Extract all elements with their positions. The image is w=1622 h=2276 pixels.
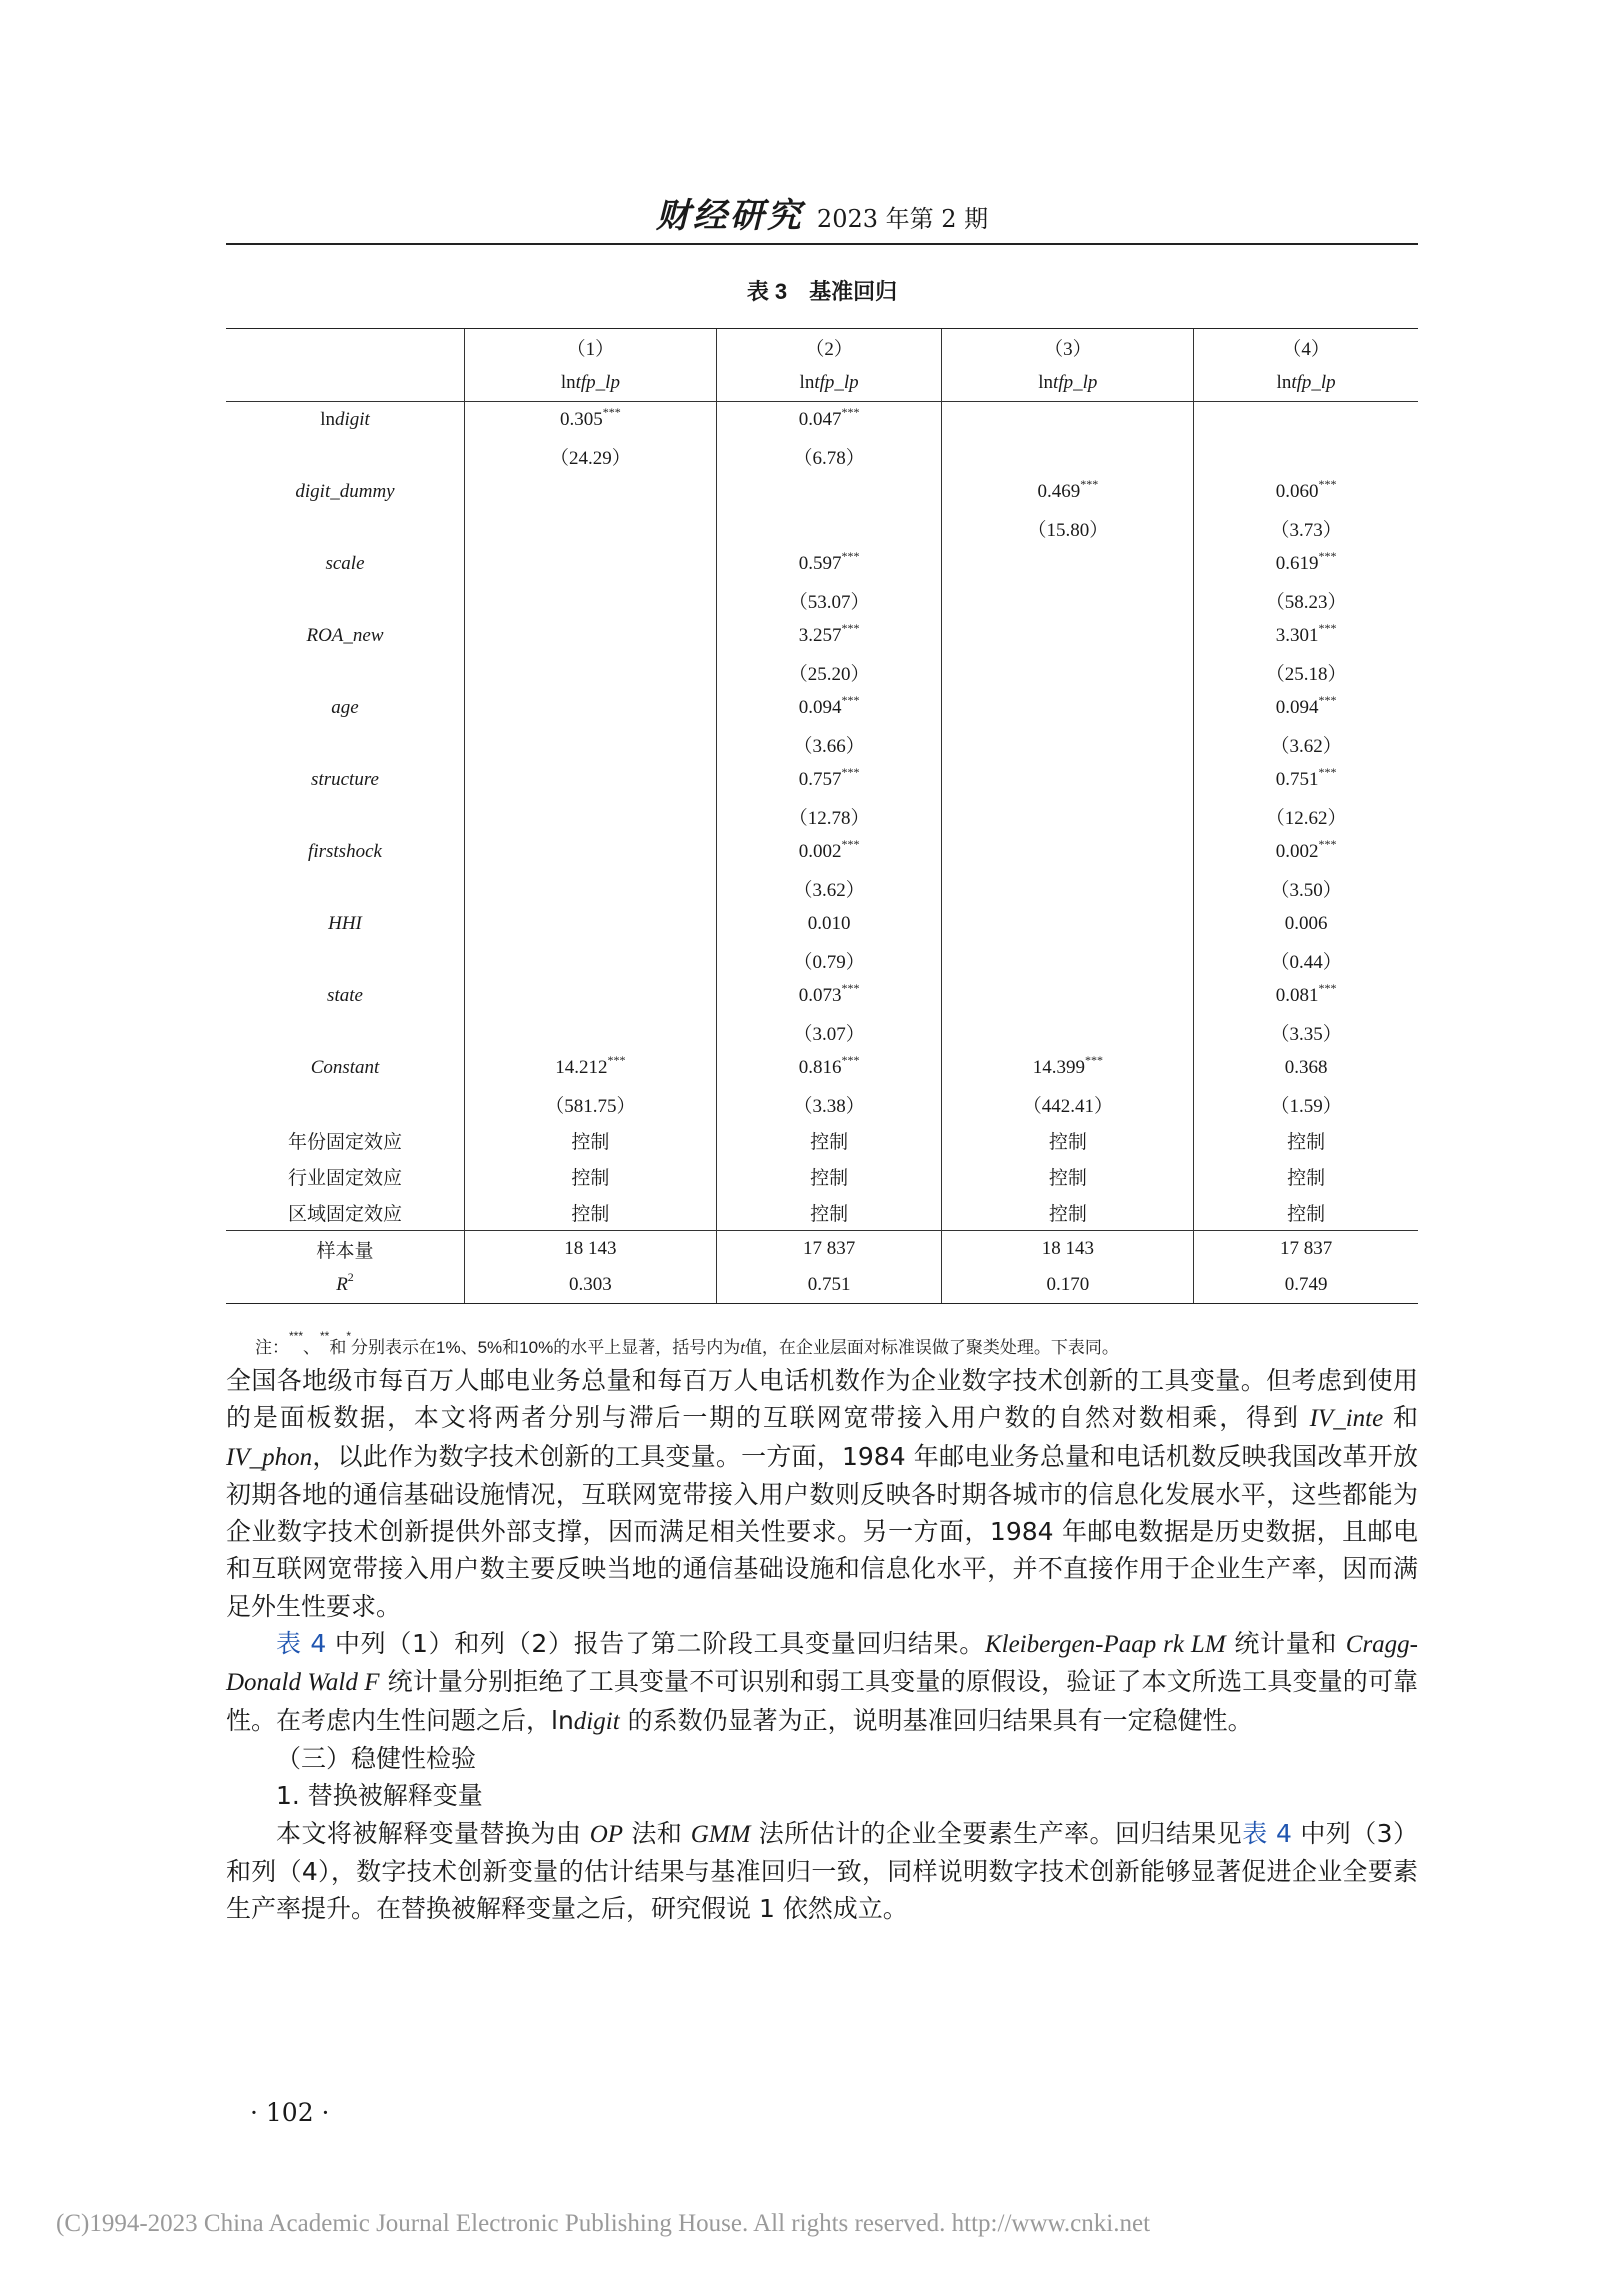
fe-cell: 控制 — [1194, 1194, 1418, 1231]
t-stat-cell: （3.35） — [1194, 1014, 1418, 1050]
coef-cell — [942, 546, 1194, 582]
var-label: digit_dummy — [295, 481, 395, 502]
t-stat-row — [226, 510, 1418, 546]
coef-row — [226, 906, 1418, 942]
coef-row — [226, 618, 1418, 654]
stat-row — [226, 1231, 1418, 1268]
coef-row — [226, 978, 1418, 1014]
fe-cell: 控制 — [465, 1122, 717, 1158]
t-stat-cell: （1.59） — [1194, 1086, 1418, 1122]
coef-cell: 0.368 — [1194, 1050, 1418, 1086]
t-stat-cell — [465, 510, 717, 546]
coef-cell — [465, 762, 717, 798]
coef-cell — [465, 618, 717, 654]
fe-cell: 控制 — [465, 1158, 717, 1194]
t-stat-row — [226, 870, 1418, 906]
coef-cell: 0.469*** — [942, 474, 1194, 510]
stat-cell: 17 837 — [1194, 1231, 1418, 1268]
coef-cell: 0.816*** — [716, 1050, 942, 1086]
stat-cell: 18 143 — [465, 1231, 717, 1268]
var-label: ROA_new — [306, 625, 384, 646]
fe-cell: 控制 — [942, 1158, 1194, 1194]
coef-cell — [465, 834, 717, 870]
stat-cell: 0.749 — [1194, 1267, 1418, 1304]
t-stat-cell — [942, 438, 1194, 474]
var-label: structure — [311, 769, 379, 790]
coef-cell: 0.094*** — [1194, 690, 1418, 726]
t-stat-cell: （3.50） — [1194, 870, 1418, 906]
coef-cell: 0.094*** — [716, 690, 942, 726]
t-stat-cell — [1194, 438, 1418, 474]
coef-row — [226, 834, 1418, 870]
issue-label: 2023 年第 2 期 — [816, 205, 989, 233]
coef-cell — [942, 834, 1194, 870]
coef-cell: 0.010 — [716, 906, 942, 942]
header-rule — [226, 243, 1418, 245]
coef-cell — [465, 978, 717, 1014]
fe-cell: 控制 — [1194, 1158, 1418, 1194]
coef-cell — [942, 762, 1194, 798]
fixed-effect-row — [226, 1194, 1418, 1231]
t-stat-cell — [942, 798, 1194, 834]
section-heading: （三）稳健性检验 — [276, 1743, 477, 1773]
t-stat-cell: （3.07） — [716, 1014, 942, 1050]
coef-row — [226, 546, 1418, 582]
t-stat-cell — [465, 870, 717, 906]
table4-link[interactable]: 表 4 — [1242, 1818, 1292, 1848]
paragraph-iv-2: 表 4 中列（1）和列（2）报告了第二阶段工具变量回归结果。Kleibergen-Paap rk LM 统计量和 Cragg-Donald Wald F 统计量分别拒绝了工具变量不可识别和弱工具变量的原假设，验证了本文所选工具变量的可靠性。在考虑内生性问题之后，lndigit 的系数仍显著为正，说明基准回归结果具有一定稳健性。 — [226, 1629, 1419, 1735]
t-stat-cell — [465, 942, 717, 978]
fe-cell: 控制 — [716, 1122, 942, 1158]
coef-cell: 0.081*** — [1194, 978, 1418, 1014]
var-label: age — [331, 697, 359, 718]
coef-cell: 3.257*** — [716, 618, 942, 654]
t-stat-row — [226, 1014, 1418, 1050]
t-stat-cell — [942, 654, 1194, 690]
t-stat-row — [226, 798, 1418, 834]
t-stat-cell: （12.62） — [1194, 798, 1418, 834]
stat-cell: 17 837 — [716, 1231, 942, 1268]
coef-cell: 0.002*** — [1194, 834, 1418, 870]
t-stat-cell: （24.29） — [465, 438, 717, 474]
stat-row — [226, 1267, 1418, 1304]
coef-cell — [465, 906, 717, 942]
fe-cell: 控制 — [942, 1122, 1194, 1158]
running-header — [226, 188, 1418, 237]
t-stat-row — [226, 582, 1418, 618]
dependent-var-row — [226, 365, 1418, 402]
fe-cell: 控制 — [716, 1194, 942, 1231]
t-stat-cell — [942, 726, 1194, 762]
coef-row — [226, 474, 1418, 510]
t-stat-cell — [465, 1014, 717, 1050]
var-label: Constant — [310, 1057, 380, 1078]
t-stat-cell — [465, 726, 717, 762]
t-stat-cell: （581.75） — [465, 1086, 717, 1122]
t-stat-cell: （58.23） — [1194, 582, 1418, 618]
t-stat-cell: （3.62） — [716, 870, 942, 906]
copyright-footer: (C)1994-2023 China Academic Journal Electronic Publishing House. All rights reserved. http://www.cnki.net — [56, 2210, 1151, 2237]
t-stat-cell — [942, 942, 1194, 978]
var-label: state — [327, 985, 363, 1006]
var-label: 年份固定效应 — [287, 1131, 402, 1153]
t-stat-cell — [465, 654, 717, 690]
table-title: 表 3 基准回归 — [746, 279, 898, 304]
t-stat-row — [226, 1086, 1418, 1122]
coef-cell: 14.399*** — [942, 1050, 1194, 1086]
coef-cell — [942, 906, 1194, 942]
t-stat-cell: （0.44） — [1194, 942, 1418, 978]
t-stat-cell — [942, 1014, 1194, 1050]
col-number: （1） — [465, 329, 717, 366]
coef-row — [226, 1050, 1418, 1086]
t-stat-cell: （3.62） — [1194, 726, 1418, 762]
stat-cell: 0.751 — [716, 1267, 942, 1304]
var-label: 区域固定效应 — [287, 1203, 402, 1225]
coef-cell: 0.751*** — [1194, 762, 1418, 798]
dependent-var: lntfp_lp — [716, 365, 942, 402]
fe-cell: 控制 — [465, 1194, 717, 1231]
coef-cell — [942, 978, 1194, 1014]
var-label: $R^2$ — [226, 1267, 465, 1304]
paragraph-robust: 本文将被解释变量替换为由 OP 法和 GMM 法所估计的企业全要素生产率。回归结果见表 4 中列（3）和列（4），数字技术创新变量的估计结果与基准回归一致，同样说明数字技术创新能够显著促进企业全要素生产率提升。在替换被解释变量之后，研究假说 1 依然成立。 — [226, 1818, 1418, 1924]
coef-cell: 0.073*** — [716, 978, 942, 1014]
t-stat-cell: （12.78） — [716, 798, 942, 834]
coef-cell: 0.305*** — [465, 402, 717, 439]
var-label: scale — [325, 553, 365, 574]
t-stat-cell: （25.20） — [716, 654, 942, 690]
col-number: （3） — [942, 329, 1194, 366]
t-stat-cell: （15.80） — [942, 510, 1194, 546]
t-stat-cell: （442.41） — [942, 1086, 1194, 1122]
t-stat-row — [226, 726, 1418, 762]
var-label: lndigit — [320, 409, 370, 430]
journal-name: 财经研究 — [655, 196, 804, 236]
var-label: 样本量 — [226, 1231, 465, 1268]
coef-cell — [716, 474, 942, 510]
coef-cell — [465, 546, 717, 582]
regression-table — [226, 328, 1418, 1304]
coef-cell: 0.060*** — [1194, 474, 1418, 510]
var-label: HHI — [328, 913, 362, 934]
coef-cell — [465, 690, 717, 726]
coef-cell: 0.619*** — [1194, 546, 1418, 582]
t-stat-cell: （3.38） — [716, 1086, 942, 1122]
col-number: （4） — [1194, 329, 1418, 366]
t-stat-cell — [942, 582, 1194, 618]
body-text — [226, 1362, 1418, 1927]
table4-link[interactable]: 表 4 — [276, 1629, 327, 1659]
coef-cell — [1194, 402, 1418, 439]
col-number: （2） — [716, 329, 942, 366]
coef-cell: 0.006 — [1194, 906, 1418, 942]
t-stat-cell — [465, 582, 717, 618]
t-stat-cell: （0.79） — [716, 942, 942, 978]
var-label: firstshock — [308, 841, 382, 862]
coef-row — [226, 690, 1418, 726]
coef-row — [226, 762, 1418, 798]
fe-cell: 控制 — [1194, 1122, 1418, 1158]
t-stat-cell: （3.73） — [1194, 510, 1418, 546]
coef-cell: 3.301*** — [1194, 618, 1418, 654]
t-stat-cell — [942, 870, 1194, 906]
dependent-var: lntfp_lp — [1194, 365, 1418, 402]
table-note: 注：***、**和*分别表示在1%、5%和10%的水平上显著，括号内为t值，在企业层面对标准误做了聚类处理。下表同。 — [255, 1329, 1119, 1357]
coef-cell: 14.212*** — [465, 1050, 717, 1086]
fixed-effect-row — [226, 1122, 1418, 1158]
coef-row — [226, 402, 1418, 439]
t-stat-row — [226, 654, 1418, 690]
dependent-var: lntfp_lp — [942, 365, 1194, 402]
fe-cell: 控制 — [716, 1158, 942, 1194]
stat-cell: 0.303 — [465, 1267, 717, 1304]
t-stat-row — [226, 438, 1418, 474]
t-stat-cell — [716, 510, 942, 546]
t-stat-cell: （25.18） — [1194, 654, 1418, 690]
t-stat-cell — [465, 798, 717, 834]
column-number-row — [226, 329, 1418, 366]
coef-cell — [942, 690, 1194, 726]
stat-cell: 0.170 — [942, 1267, 1194, 1304]
coef-cell: 0.002*** — [716, 834, 942, 870]
subsection-heading: 1. 替换被解释变量 — [276, 1781, 483, 1811]
dependent-var: lntfp_lp — [465, 365, 717, 402]
fixed-effect-row — [226, 1158, 1418, 1194]
t-stat-cell: （6.78） — [716, 438, 942, 474]
coef-cell: 0.597*** — [716, 546, 942, 582]
coef-cell — [942, 618, 1194, 654]
fe-cell: 控制 — [942, 1194, 1194, 1231]
coef-cell — [465, 474, 717, 510]
paragraph-iv-1: 全国各地级市每百万人邮电业务总量和每百万人电话机数作为企业数字技术创新的工具变量。但考虑到使用的是面板数据，本文将两者分别与滞后一期的互联网宽带接入用户数的自然对数相乘，得到 IV_inte 和 IV_phon，以此作为数字技术创新的工具变量。一方面，1984 年邮电业务总量和电话机数反映我国改革开放初期各地的通信基础设施情况，互联网宽带接入用户数则反映各时期各城市的信息化发展水平，这些都能为企业数字技术创新提供外部支撑，因而满足相关性要求。另一方面，1984 年邮电数据是历史数据，且邮电和互联网宽带接入用户数主要反映当地的通信基础设施和信息化水平，并不直接作用于企业生产率，因而满足外生性要求。 — [226, 1366, 1418, 1621]
page-number: · 102 · — [250, 2098, 330, 2127]
t-stat-cell: （53.07） — [716, 582, 942, 618]
t-stat-row — [226, 942, 1418, 978]
stat-cell: 18 143 — [942, 1231, 1194, 1268]
coef-cell: 0.047*** — [716, 402, 942, 439]
var-label: 行业固定效应 — [287, 1167, 402, 1189]
coef-cell: 0.757*** — [716, 762, 942, 798]
coef-cell — [942, 402, 1194, 439]
t-stat-cell: （3.66） — [716, 726, 942, 762]
